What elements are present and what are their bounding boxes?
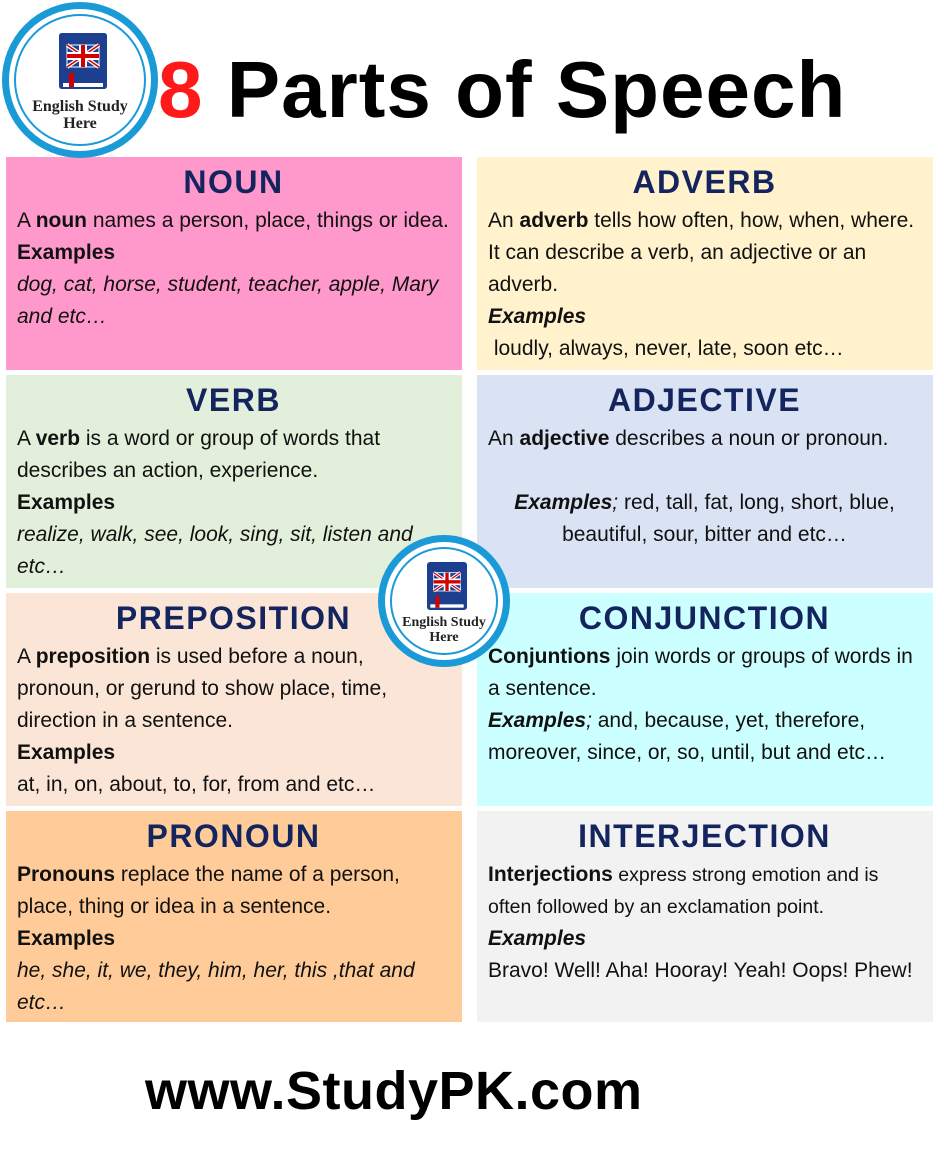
card-adverb-examples: loudly, always, never, late, soon etc… xyxy=(488,337,844,360)
page-title xyxy=(158,30,846,150)
card-interjection-title: INTERJECTION xyxy=(578,818,831,854)
card-interjection-definition: Interjections express strong emotion and is often followed by an exclamation point. xyxy=(488,863,879,918)
card-adverb-title: ADVERB xyxy=(632,164,777,200)
card-noun-title: NOUN xyxy=(183,164,284,200)
card-verb-title: VERB xyxy=(186,382,281,418)
card-adjective xyxy=(477,375,933,588)
card-verb-examples: realize, walk, see, look, sing, sit, listen and etc… xyxy=(17,523,413,578)
card-preposition-definition: A preposition is used before a noun, pronoun, or gerund to show place, time, direction in a sentence. xyxy=(17,645,388,732)
card-pronoun xyxy=(6,811,462,1022)
card-noun-definition: A noun names a person, place, things or idea. xyxy=(17,209,449,232)
card-preposition-title: PREPOSITION xyxy=(115,600,352,636)
card-adjective-examples: Examples; red, tall, fat, long, short, blue, beautiful, sour, bitter and etc… xyxy=(514,491,895,546)
book-flag-icon xyxy=(59,33,107,89)
card-pronoun-examples-label: Examples xyxy=(17,927,116,950)
title-text: Parts of Speech xyxy=(226,45,847,134)
card-verb-examples-label: Examples xyxy=(17,491,116,514)
logo-badge-center xyxy=(378,535,510,667)
title-number: 8 xyxy=(158,45,204,134)
card-adjective-definition: An adjective describes a noun or pronoun. xyxy=(488,427,889,450)
card-interjection xyxy=(477,811,933,1022)
logo-badge xyxy=(2,2,158,158)
card-preposition-examples: at, in, on, about, to, for, from and etc… xyxy=(17,773,376,796)
card-interjection-examples-label: Examples xyxy=(488,927,587,950)
card-noun-examples-label: Examples xyxy=(17,241,116,264)
card-noun-examples: dog, cat, horse, student, teacher, apple, Mary and etc… xyxy=(17,273,439,328)
card-interjection-examples: Bravo! Well! Aha! Hooray! Yeah! Oops! Phew! xyxy=(488,959,913,982)
card-verb xyxy=(6,375,462,588)
logo-text: English Study Here xyxy=(402,615,486,645)
card-adverb-definition: An adverb tells how often, how, when, where. It can describe a verb, an adjective or an adverb. xyxy=(488,209,915,296)
card-preposition-examples-label: Examples xyxy=(17,741,116,764)
card-pronoun-title: PRONOUN xyxy=(146,818,321,854)
card-conjunction xyxy=(477,593,933,806)
book-flag-icon xyxy=(427,562,467,610)
logo-text: English Study Here xyxy=(32,98,128,132)
card-conjunction-title: CONJUNCTION xyxy=(578,600,831,636)
card-verb-definition: A verb is a word or group of words that describes an action, experience. xyxy=(17,427,381,482)
card-conjunction-definition: Conjuntions join words or groups of words in a sentence. xyxy=(488,645,913,700)
card-noun xyxy=(6,157,462,370)
card-conjunction-examples: Examples; and, because, yet, therefore, moreover, since, or, so, until, but and etc… xyxy=(488,709,887,764)
card-adverb xyxy=(477,157,933,370)
card-pronoun-definition: Pronouns replace the name of a person, place, thing or idea in a sentence. xyxy=(17,863,400,918)
card-adjective-title: ADJECTIVE xyxy=(607,382,802,418)
card-adverb-examples-label: Examples xyxy=(488,305,587,328)
footer-url: www.StudyPK.com xyxy=(145,1061,643,1121)
card-pronoun-examples: he, she, it, we, they, him, her, this ,that and etc… xyxy=(17,959,415,1014)
